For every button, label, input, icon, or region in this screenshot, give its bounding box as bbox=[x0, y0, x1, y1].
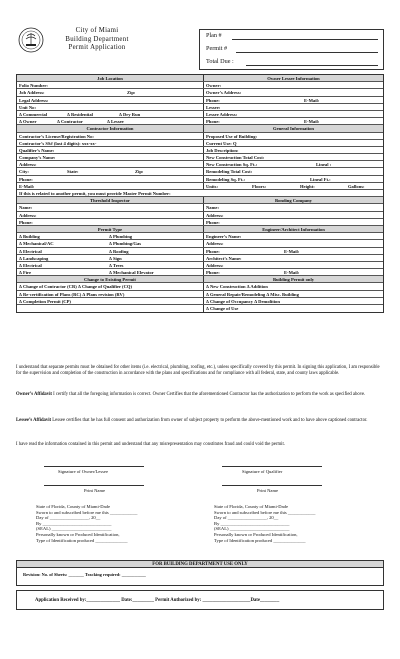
phone-label: Phone: bbox=[205, 97, 220, 103]
change-permit-option[interactable]: ∆ Completion Permit (CP) bbox=[17, 298, 204, 304]
architect-address-field[interactable]: Address: bbox=[205, 262, 224, 268]
permit-type-row bbox=[17, 262, 204, 268]
email-label: E-Mail: bbox=[283, 270, 300, 276]
bonding-name-field[interactable]: Name: bbox=[205, 205, 219, 211]
permit-type-checkbox[interactable]: ∆ Roofing bbox=[109, 248, 129, 254]
permit-type-checkbox[interactable]: ∆ Plumbing/Gas bbox=[109, 241, 142, 247]
dry-run-checkbox[interactable]: ∆ Dry Run bbox=[119, 111, 141, 117]
permit-type-checkbox[interactable]: ∆ Sign bbox=[109, 255, 122, 261]
qualifier-print-name-line[interactable] bbox=[222, 485, 322, 486]
permit-type-checkbox[interactable]: ∆ Trees bbox=[109, 262, 124, 268]
permit-type-checkbox[interactable]: ∆ Mechanical/AC bbox=[19, 241, 54, 247]
contractor-address-field[interactable]: Address: bbox=[17, 161, 204, 167]
misrepresentation-statement: I have read the information contained in this permit and understand that any misrepresentation may constitutes fraud and could void the permit. bbox=[16, 442, 285, 447]
new-construction-cost-field[interactable]: New Construction Total Cost: bbox=[205, 155, 265, 161]
permit-type-checkbox[interactable]: ∆ Landscaping bbox=[19, 255, 49, 261]
gallons-label: Gallons: bbox=[347, 183, 365, 189]
applicant-type-options bbox=[17, 118, 204, 124]
section-threshold-inspector: Threshold Inspector bbox=[17, 197, 204, 203]
new-construction-sqft-field[interactable] bbox=[204, 161, 383, 167]
plan-number-field[interactable] bbox=[232, 39, 378, 40]
email-label: E-Mail: bbox=[283, 248, 300, 254]
building-permit-option[interactable]: ∆ General Repair/Remodeling ∆ Misc. Building bbox=[205, 291, 299, 297]
notary-line: Type of Identification produced ______________ bbox=[214, 537, 306, 543]
owner-affidavit-text: I certify that all the foregoing information is correct. Owner Certifies that the aforementioned Contractor has the authorization to perform the work as specified above. bbox=[51, 392, 366, 397]
permit-number-box bbox=[199, 29, 384, 70]
city-state-zip-field[interactable] bbox=[17, 168, 204, 174]
current-use-field[interactable]: Current Use: Q bbox=[205, 140, 237, 146]
lineal-label: Lineal : bbox=[315, 162, 332, 168]
lessee-address-field[interactable]: Lessee Address: bbox=[205, 111, 238, 117]
permit-type-checkbox[interactable]: ∆ Plumbing bbox=[109, 234, 133, 240]
contractor-phone-field[interactable]: Phone: bbox=[17, 176, 204, 182]
contractor-license-field[interactable]: Contractor’s License/Registration No: bbox=[17, 133, 204, 139]
owner-address-field[interactable]: Owner’s Address: bbox=[205, 90, 242, 96]
qualifier-print-name-label: Print Name bbox=[257, 488, 279, 493]
owner-phone-field[interactable] bbox=[204, 97, 383, 103]
section-owner-lessee: Owner Lessee Information bbox=[204, 75, 383, 81]
email-label: E-Mail: bbox=[303, 119, 320, 125]
contractor-email-field[interactable]: E-Mail: bbox=[17, 183, 204, 189]
sqft-label: Remodeling Sq. Ft.: bbox=[205, 176, 246, 182]
notary-line: Day of _________________, 20__ bbox=[36, 515, 101, 521]
phone-label: Phone: bbox=[205, 248, 220, 254]
phone-label: Phone: bbox=[205, 119, 220, 125]
section-general-information: General Information bbox=[204, 125, 383, 131]
permit-type-checkbox[interactable]: ∆ Fire bbox=[19, 270, 32, 276]
owner-checkbox[interactable]: ∆ Owner bbox=[19, 119, 37, 125]
owner-affidavit-label: Owner’s Affidavit bbox=[16, 392, 52, 397]
responsibility-statement: I understand that separate permits must be obtained for other items (i.e. electrical, plumbing, roofing, etc.), unless specifically covered by this permit. In signing this application, I am responsible for the supervision and completion of the construction in accordance with the plans and specifications and for compliance with all federal, state, and county laws applicable. bbox=[16, 365, 380, 376]
section-contractor-information: Contractor Information bbox=[17, 125, 204, 131]
lessee-phone-field[interactable] bbox=[204, 118, 383, 124]
permit-number-label: Permit # bbox=[206, 45, 228, 52]
plan-number-label: Plan # bbox=[206, 32, 222, 39]
lessee-field[interactable]: Lessee: bbox=[205, 104, 221, 110]
qualifier-signature-label: Signature of Qualifier bbox=[242, 469, 283, 474]
revision-field[interactable]: Revision: No. of Sheets: _______ Tracking required: ___________ bbox=[23, 572, 146, 577]
department-use-header: FOR BUILDING DEPARTMENT USE ONLY bbox=[17, 561, 383, 568]
notary-line: Sworn to and subscribed before me this ____________ bbox=[36, 509, 138, 515]
units-label: Units: bbox=[205, 183, 218, 189]
notary-line: Type of Identification produced ______________ bbox=[36, 537, 128, 543]
permit-type-row bbox=[17, 255, 204, 261]
contractor-checkbox[interactable]: ∆ Contractor bbox=[57, 119, 83, 125]
job-description-field[interactable]: Job Description: bbox=[205, 147, 239, 153]
department-use-box bbox=[16, 560, 384, 586]
units-floors-height-field[interactable] bbox=[204, 183, 383, 189]
zip-label: Zip: bbox=[127, 90, 136, 96]
qualifier-signature-line[interactable] bbox=[222, 466, 322, 467]
building-permit-option[interactable]: ∆ Change of Occupancy ∆ Demolition bbox=[205, 298, 280, 304]
remodeling-cost-field[interactable]: Remodeling Total Cost: bbox=[205, 169, 253, 175]
building-permit-option[interactable]: ∆ Change of Use bbox=[205, 306, 239, 311]
permit-type-row bbox=[17, 269, 204, 275]
department-name: Building Department bbox=[65, 35, 129, 43]
company-name-field[interactable]: Company’s Name: bbox=[17, 154, 204, 160]
notary-line: State of Florida, County of Miami-Dade bbox=[36, 504, 110, 509]
owner-print-name-line[interactable] bbox=[44, 485, 144, 486]
lessee-checkbox[interactable]: ∆ Lessee bbox=[107, 119, 124, 125]
job-address-label: Job Address: bbox=[19, 90, 45, 96]
property-type-options bbox=[17, 111, 204, 117]
threshold-phone-field[interactable]: Phone: bbox=[17, 219, 204, 225]
zip-label: Zip: bbox=[135, 169, 144, 175]
threshold-address-field[interactable]: Address: bbox=[17, 212, 204, 218]
engineer-address-field[interactable]: Address: bbox=[205, 241, 224, 247]
permit-number-field[interactable] bbox=[236, 52, 378, 53]
qualifier-notary-block bbox=[214, 504, 384, 543]
notary-line: Personally known or Produced Identification, bbox=[214, 531, 298, 537]
remodeling-sqft-field[interactable] bbox=[204, 176, 383, 182]
commercial-checkbox[interactable]: ∆ Commercial bbox=[19, 111, 48, 117]
residential-checkbox[interactable]: ∆ Residential bbox=[67, 111, 93, 117]
contractor-ssn-field[interactable]: Contractor’s SS# (last 4 digits): xxx-xx- bbox=[17, 140, 204, 146]
total-due-label: Total Due : bbox=[206, 58, 234, 65]
owner-signature-label: Signature of Owner/Lessee bbox=[58, 469, 109, 474]
permit-type-row bbox=[17, 233, 204, 239]
height-label: Height: bbox=[299, 183, 315, 189]
permit-type-checkbox[interactable]: ∆ Building bbox=[19, 234, 40, 240]
engineer-phone-field[interactable] bbox=[204, 248, 383, 254]
owner-field[interactable]: Owner: bbox=[205, 83, 222, 89]
city-label: City: bbox=[19, 169, 29, 175]
notary-line: (SEAL) __________________________ bbox=[214, 526, 290, 532]
change-permit-option[interactable]: ∆ Re-certification of Plans (RC) ∆ Plans revision (RV) bbox=[17, 291, 204, 297]
change-permit-empty bbox=[17, 305, 204, 312]
sqft-label: New Construction Sq. Ft.: bbox=[205, 162, 258, 168]
permit-type-row bbox=[17, 248, 204, 254]
lessee-affidavit-text: Lessee certifies that he has full consent and authorization from owner of subject property to perform the above-mentioned work and to have above captioned contractor. bbox=[51, 418, 368, 423]
application-received-field[interactable]: Application Received by:______________ Date:_________ Permit Authorized by: ____________________Date________ bbox=[16, 590, 384, 610]
threshold-name-field[interactable]: Name: bbox=[17, 204, 204, 210]
owner-notary-block bbox=[36, 504, 206, 543]
permit-type-checkbox[interactable]: ∆ Electrical bbox=[19, 262, 42, 268]
permit-type-checkbox[interactable]: ∆ Mechanical Elevator bbox=[109, 270, 154, 276]
city-seal-logo bbox=[18, 27, 44, 53]
permit-type-row bbox=[17, 240, 204, 246]
section-bonding-company: Bonding Company bbox=[204, 197, 383, 203]
architect-name-field[interactable]: Architect’s Name: bbox=[205, 255, 242, 261]
section-building-permit-only: Building Permit only bbox=[204, 276, 383, 282]
section-permit-type: Permit Type bbox=[17, 226, 204, 232]
qualifier-name-field[interactable]: Qualifier’s Name: bbox=[17, 147, 204, 153]
total-due-field[interactable] bbox=[246, 65, 378, 66]
building-permit-option[interactable]: ∆ New Construction ∆ Addition bbox=[205, 284, 268, 290]
notary-line: Personally known or Produced Identification, bbox=[36, 531, 120, 537]
folio-number-field[interactable]: Folio Number: bbox=[17, 82, 204, 88]
owner-print-name-label: Print Name bbox=[84, 488, 106, 493]
engineer-name-field[interactable]: Engineer’s Name: bbox=[205, 234, 242, 240]
form-title: Permit Application bbox=[68, 44, 126, 52]
section-change-existing-permit: Change to Existing Permit bbox=[17, 276, 204, 282]
notary-line: State of Florida, County of Miami-Dade bbox=[214, 504, 288, 509]
permit-type-checkbox[interactable]: ∆ Electrical bbox=[19, 248, 42, 254]
unit-number-field[interactable]: Unit No: bbox=[17, 104, 204, 110]
bonding-address-field[interactable]: Address: bbox=[205, 212, 224, 218]
department-title bbox=[52, 27, 142, 53]
architect-phone-field[interactable] bbox=[204, 269, 383, 275]
notary-line: (SEAL) __________________________ bbox=[36, 526, 112, 532]
proposed-use-field[interactable]: Proposed Use of Building: bbox=[205, 133, 258, 139]
city-name: City of Miami bbox=[75, 27, 119, 34]
notary-line: Sworn to and subscribed before me this ____________ bbox=[214, 509, 316, 515]
notary-line: By ______________________________ bbox=[36, 520, 112, 526]
notary-line: Day of _________________, 20__ bbox=[214, 515, 279, 521]
lessee-affidavit-label: Lessee’s Affidavit bbox=[16, 418, 52, 423]
section-engineer-architect: Engineer/Architect Information bbox=[204, 226, 383, 232]
change-permit-option[interactable]: ∆ Change of Contractor (CR) ∆ Change of Qualifier (CQ) bbox=[17, 283, 204, 289]
owner-signature-line[interactable] bbox=[44, 466, 144, 467]
phone-label: Phone: bbox=[205, 270, 220, 276]
floors-label: Floors: bbox=[251, 183, 267, 189]
bonding-phone-field[interactable]: Phone: bbox=[205, 219, 220, 225]
job-address-field[interactable] bbox=[17, 89, 204, 95]
state-label: State: bbox=[67, 169, 79, 175]
owner-affidavit bbox=[16, 392, 384, 398]
master-permit-field[interactable]: If this is related to another permit, you must provide Master Permit Number: bbox=[19, 191, 171, 196]
lessee-affidavit bbox=[16, 418, 384, 424]
application-form-grid bbox=[16, 74, 384, 313]
legal-address-field[interactable]: Legal Address: bbox=[17, 97, 204, 103]
email-label: E-Mail: bbox=[303, 97, 320, 103]
lineal-ft-label: Lineal Ft.: bbox=[309, 176, 331, 182]
section-job-location: Job Location bbox=[17, 75, 204, 81]
notary-line: By ______________________________ bbox=[214, 520, 290, 526]
